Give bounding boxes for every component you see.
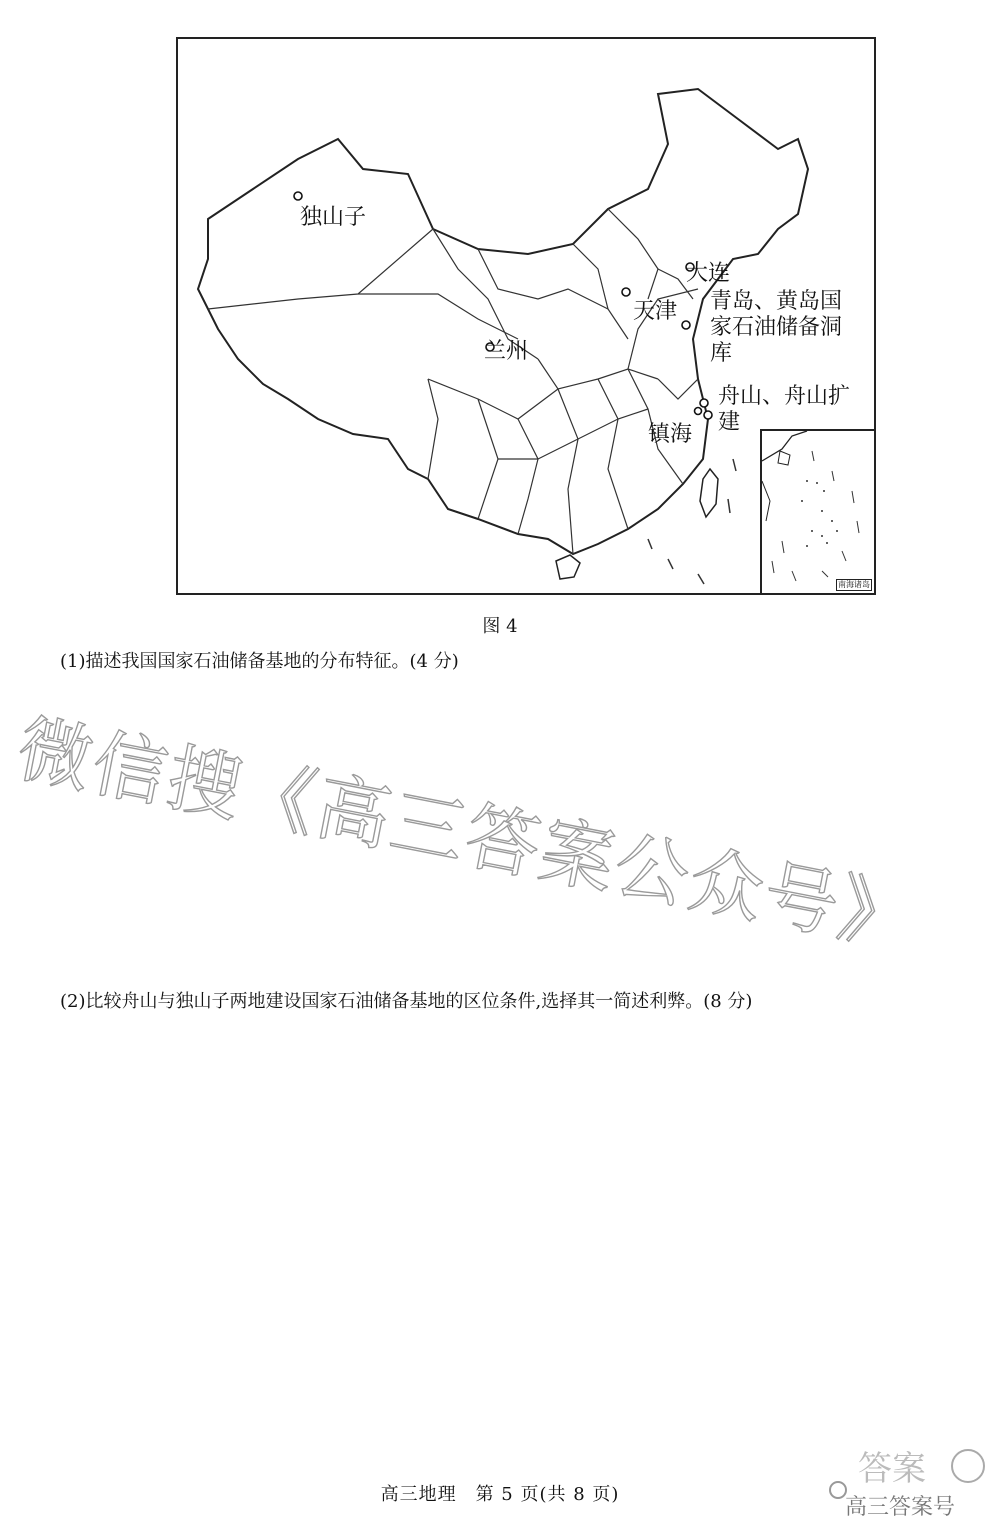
marker-zhoushan [700,399,708,407]
south-china-sea-inset [760,429,874,593]
question-1: (1)描述我国国家石油储备基地的分布特征。(4 分) [60,651,459,672]
question-2: (2)比较舟山与独山子两地建设国家石油储备基地的区位条件,选择其一简述利弊。(8 分) [60,991,753,1012]
svg-text:答案: 答案 [858,1449,926,1489]
label-tianjin: 天津 [633,299,678,324]
hainan-island [556,555,580,579]
label-dushanzi: 独山子 [300,205,367,230]
marker-zhoushan-expansion [704,411,712,419]
page-footer: 高三地理 第 5 页(共 8 页) [380,1484,620,1505]
corner-text: 高三答案号 [845,1495,956,1520]
taiwan-island [700,469,718,517]
label-zhoushan: 舟山、舟山扩建 [718,384,851,435]
inset-map [762,431,874,593]
china-oil-reserve-map [176,37,876,595]
label-zhenhai: 镇海 [648,422,693,447]
marker-tianjin [622,288,630,296]
marker-qingdao [682,321,690,329]
marker-zhenhai [695,408,702,415]
label-lanzhou: 兰州 [484,339,529,364]
maritime-boundary-dashes [648,459,736,584]
inset-title: 南海诸岛 [838,580,870,589]
figure-caption: 图 4 [482,616,518,637]
watermark: 微信搜《高三答案公众号》 [10,705,923,965]
label-dalian: 大连 [686,261,731,286]
label-qingdao: 青岛、黄岛国家石油储备洞库 [710,289,843,366]
marker-dushanzi [294,192,302,200]
province-borders [208,209,698,554]
